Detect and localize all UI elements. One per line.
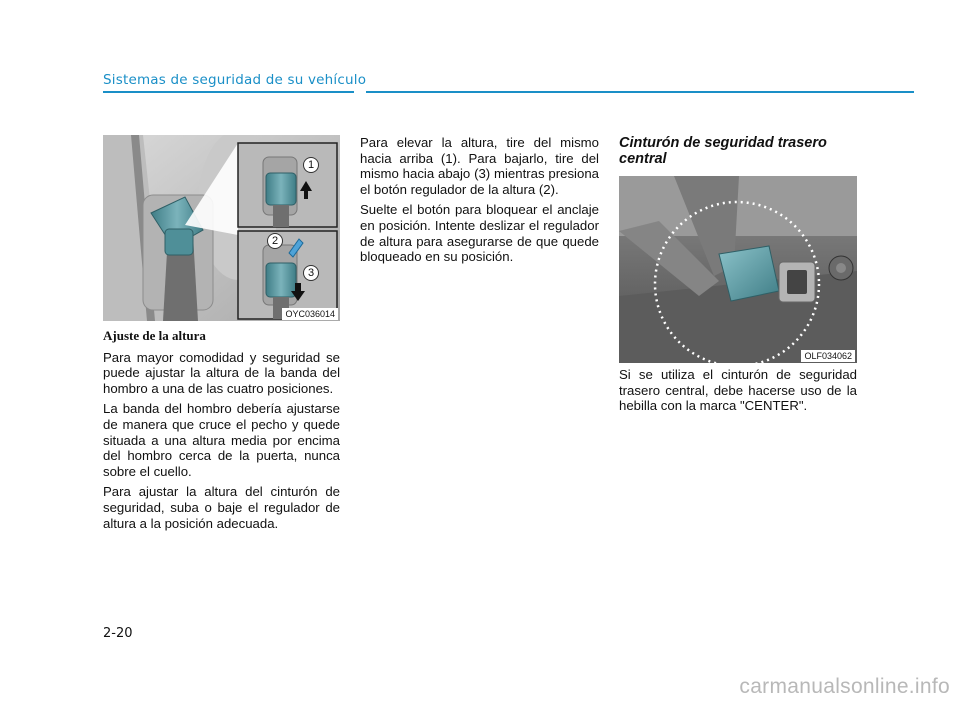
paragraph: Para mayor comodidad y seguridad se puede ajustar la altura de la banda del hombro a una de las cuatro posiciones.	[103, 349, 340, 396]
paragraph: Suelte el botón para bloquear el anclaje en posición. Intente deslizar el regulador de altura para asegurarse de que quede bloqueado en su posición.	[360, 202, 599, 265]
middle-column	[360, 135, 599, 270]
center-belt-illustration	[619, 176, 857, 363]
figure-code: OYC036014	[282, 308, 338, 320]
header-rule-right	[366, 91, 914, 93]
callout-1: 1	[303, 157, 319, 173]
right-column	[619, 135, 857, 173]
figure-height-adjuster	[103, 135, 340, 321]
paragraph: Para elevar la altura, tire del mismo hacia arriba (1). Para bajarlo, tire del mismo hacia abajo (3) mientras presiona el botón regulador de la altura (2).	[360, 135, 599, 197]
page-number: 2-20	[103, 626, 133, 641]
header-rule	[103, 91, 354, 93]
paragraph: Si se utiliza el cinturón de seguridad trasero central, debe hacerse uso de la hebilla con la marca "CENTER".	[619, 367, 857, 414]
left-column	[103, 328, 340, 536]
figure-code: OLF034062	[801, 350, 855, 362]
section-heading: Cinturón de seguridad trasero central	[619, 135, 827, 167]
watermark: carmanualsonline.info	[739, 675, 950, 698]
section-title: Sistemas de seguridad de su vehículo	[103, 72, 367, 88]
subheading: Ajuste de la altura	[103, 328, 206, 343]
paragraph: Para ajustar la altura del cinturón de seguridad, suba o baje el regulador de altura a la posición adecuada.	[103, 484, 340, 531]
right-column-text	[619, 367, 857, 419]
figure-center-belt	[619, 176, 857, 363]
paragraph: La banda del hombro debería ajustarse de manera que cruce el pecho y quede situada a una altura media por encima del hombro cerca de la puerta, nunca sobre el cuello.	[103, 401, 340, 479]
callout-2: 2	[267, 233, 283, 249]
callout-3: 3	[303, 265, 319, 281]
